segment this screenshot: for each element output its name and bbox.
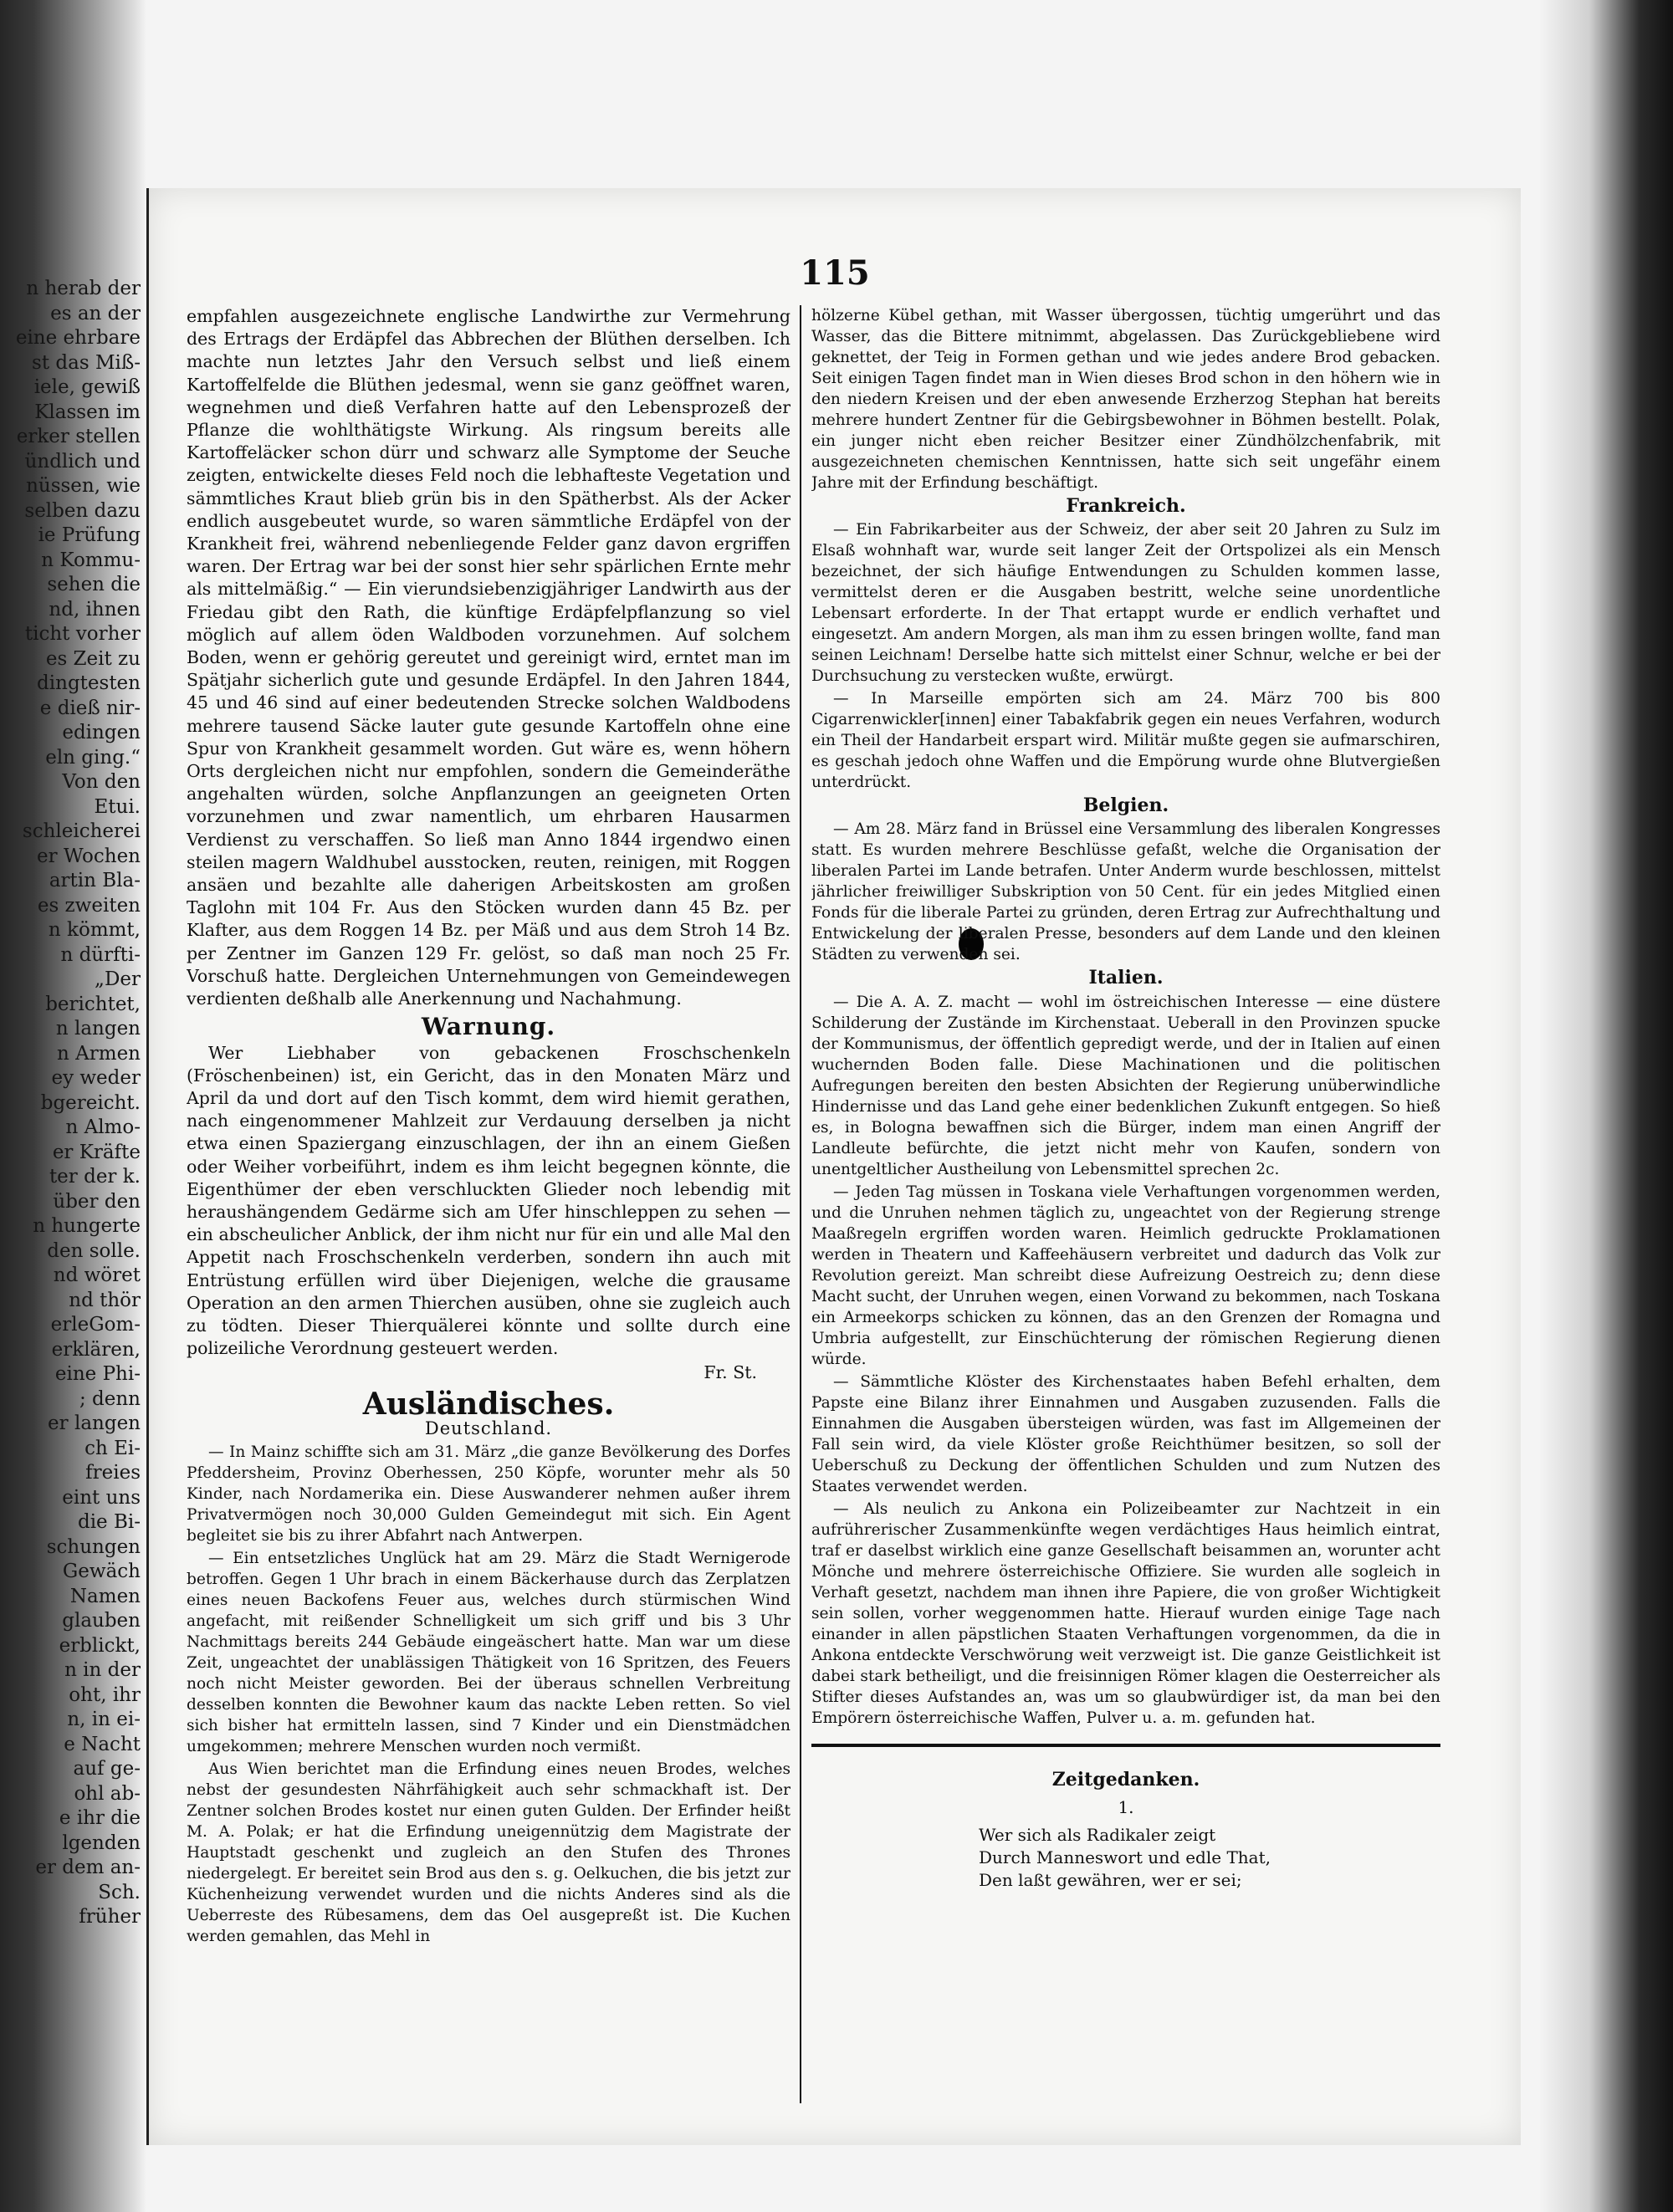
prev-page-fragment: iele, gewiß bbox=[33, 376, 141, 398]
article-potatoes: empfahlen ausgezeichnete englische Landwirthe zur Vermehrung des Ertrags der Erdäpfel das Abbrechen der Blüthen derselben. Ich machte nun letztes Jahr den Versuch selbst und ließ einem Kartoffelfelde die Blüthen jedesmal, wenn sie ganz geöffnet waren, wegnehmen und dieß Verfahren hatte auf den Lebensprozeß der Pflanze die wohlthätigste Wirkung. Als ringsum bereits alle Kartoffeläcker schon dürr und schwarz alle Symptome der Seuche zeigten, entwickelte dieses Feld noch die lebhafteste Vegetation und sämmtliches Kraut blieb grün bis in den Spätherbst. Als der Acker endlich ausgebeutet wurde, so waren sämmtliche Erdäpfel von der Krankheit frei, während nebenliegende Felder ganz davon ergriffen waren. Der Ertrag war bei der sonst hier sehr spärlichen Ernte mehr als mittelmäßig.“ — Ein vierundsiebenzigjähriger Landwirth aus der Friedau gibt den Rath, die künftige Erdäpfelpflanzung so viel möglich auf allem öden Waldboden vorzunehmen. Auf solchem Boden, wenn er gehörig gereutet und gereinigt wird, erntet man im Spätjahr sicherlich gute und gesunde Erdäpfel. In den Jahren 1844, 45 und 46 sind auf einer bedeutenden Strecke solchen Waldbodens mehrere tausend Säcke lauter gute gesunde Kartoffeln ohne eine Spur von Krankheit gesammelt worden. Gut wäre es, wenn höhern Orts dergleichen nicht nur empfohlen, sondern die Gemeinderäthe angehalten würden, solche Anpflanzungen an geeigneten Orten vorzunehmen und zwar namentlich, um ehrbaren Hausarmen Verdienst zu verschaffen. So ließ man Anno 1844 irgendwo einen steilen magern Waldhubel ausstocken, reuten, reinigen, mit Roggen ansäen und bezahlte alle daherigen Arbeitskosten am großen Taglohn mit 104 Fr. Aus den Stöcken wurden dann 45 Bz. per Klafter, aus dem Roggen 14 Bz. per Mäß und aus dem Stroh 14 Bz. per Zentner im Ganzen 129 Fr. gelöst, so daß man noch 25 Fr. Vorschuß hatte. Dergleichen Unternehmungen von Gemeindewegen verdienten deßhalb alle Anerkennung und Nachahmung. bbox=[187, 306, 790, 1009]
article-ankona: — Als neulich zu Ankona ein Polizeibeamter zur Nachtzeit in ein aufrührerischer Zusammenkünfte wegen verdächtiges Haus heimlich eintrat, traf er daselbst wirklich eine ganze Gesellschaft beisammen an, worunter acht Mönche und mehrere österreichische Offiziere. Sie wurden alle sogleich in Verhaft gesetzt, nachdem man ihnen ihre Papiere, die von großer Wichtigkeit sein sollen, vorher weggenommen hatte. Hierauf wurden einige Tage nach einander in allen päpstlichen Staaten Verhaftungen vorgenommen, da die in Ankona entdeckte Verschwörung weit verzweigt ist. Die ganze Geistlichkeit ist dabei stark betheiligt, und die freisinnigen Römer klagen die Oesterreicher als Stifter dieses Aufstandes an, was um so glaubwürdiger ist, da man bei den Empörern österreichische Waffen, Pulver u. a. m. gefunden hat. bbox=[811, 1499, 1440, 1727]
prev-page-fragment: er dem an- bbox=[35, 1857, 141, 1878]
prev-page-fragment: dingtesten bbox=[37, 672, 141, 694]
prev-page-fragment: ter der k. bbox=[49, 1166, 141, 1188]
prev-page-fragment: selben dazu bbox=[24, 499, 141, 522]
prev-page-fragment: Namen bbox=[69, 1585, 141, 1607]
prev-page-fragment: oht, ihr bbox=[69, 1683, 141, 1706]
prev-page-fragment: schungen bbox=[46, 1535, 141, 1558]
prev-page-fragment: n, in ei- bbox=[67, 1709, 141, 1730]
prev-page-fragment: sehen die bbox=[47, 574, 141, 595]
prev-page-fragment: lgenden bbox=[62, 1831, 141, 1854]
prev-page-fragment: st das Miß- bbox=[32, 351, 141, 374]
prev-page-fragment: den solle. bbox=[47, 1239, 141, 1262]
prev-page-fragment: n kömmt, bbox=[48, 919, 141, 941]
prev-page-fragment: n dürfti- bbox=[60, 943, 141, 966]
prev-page-fragment: Etui. bbox=[94, 795, 141, 818]
prev-page-fragment: eine ehrbare bbox=[15, 327, 141, 349]
prev-page-fragment: e Nacht bbox=[64, 1733, 141, 1755]
prev-page-fragment: er langen bbox=[48, 1413, 141, 1434]
prev-page-fragment: n in der bbox=[64, 1659, 141, 1681]
prev-page-fragment: ohl ab- bbox=[74, 1782, 141, 1805]
prev-page-fragment: n herab der bbox=[26, 278, 141, 299]
warnung-text: Wer Liebhaber von gebackenen Froschschenkeln (Fröschenbeinen) ist, ein Gericht, das in den Monaten März und April da und dort auf den Tisch kommt, dem wird hiemit gerathen, nach eingenommener Mahlzeit zur Verdauung derselben ja nicht etwa einen Spaziergang einzuschlagen, der ihn an einem Gießen oder Weiher vorbeiführt, indem es ihm leicht begegnen könnte, die Eigenthümer der eben verschluckten Glieder noch lebendig mit heraushängendem Gedärme sich am Ufer hinschleppen zu sehen — ein abscheulicher Anblick, der ihm nicht nur für ein und alle Mal den Appetit nach Froschschenkeln verderben, sondern ihn auch mit Entrüstung erfüllen wird über Diejenigen, welche die grausame Operation an den armen Thierchen ausüben, ohne sie zugleich auch zu tödten. Dieser Thierquälerei könnte und sollte durch eine polizeiliche Verordnung gesteuert werden. bbox=[187, 1042, 790, 1359]
poem-line: Den laßt gewähren, wer er sei; bbox=[979, 1870, 1242, 1891]
prev-page-fragment: nüssen, wie bbox=[26, 475, 141, 497]
prev-page-fragment: es Zeit zu bbox=[45, 647, 141, 670]
article-mainz: — In Mainz schiffte sich am 31. März „die ganze Bevölkerung des Dorfes Pfeddersheim, Provinz Oberhessen, 250 Köpfe, worunter mehr als 50 Kinder, nach Nordamerika ein. Diese Auswanderer nehmen außer ihrem Privatvermögen noch 30,000 Gulden Gemeindegut mit sich. Ein Agent begleitet sie bis zu ihrer Abfahrt nach Antwerpen. bbox=[187, 1443, 790, 1545]
article-marseille: — In Marseille empörten sich am 24. März 700 bis 800 Cigarrenwickler[innen] einer Tabakfabrik gegen ein neues Verfahren, wodurch ein Theil der Handarbeit erspart wird. Militär mußte gegen sie aufmarschiren, es geschah jedoch ohne Waffen und die Empörung wurde ohne Blutvergießen unterdrückt. bbox=[811, 690, 1440, 792]
prev-page-fragment: n hungerte bbox=[33, 1215, 141, 1237]
previous-page-edge bbox=[0, 276, 141, 1949]
newspaper-page bbox=[146, 188, 1521, 2145]
article-kloester: — Sämmtliche Klöster des Kirchenstaates haben Befehl erhalten, dem Papste eine Bilanz ihrer Einnahmen und Ausgaben zuzusenden. Falls die Einnahmen die Ausgaben übersteigen würden, was fast im Allgemeinen der Fall sein wird, da viele Klöster große Reichthümer besitzen, so soll der Ueberschuß zu Deckung der öffentlichen Schulden und zum Nutzen des Staates verwendet werden. bbox=[811, 1372, 1440, 1495]
poem-line: Wer sich als Radikaler zeigt bbox=[979, 1825, 1216, 1846]
prev-page-fragment: ; denn bbox=[79, 1387, 141, 1410]
prev-page-fragment: es zweiten bbox=[37, 894, 141, 917]
warnung-heading: Warnung. bbox=[421, 1013, 556, 1041]
auslaendisches-heading: Ausländisches. bbox=[362, 1386, 615, 1422]
prev-page-fragment: erker stellen bbox=[16, 426, 141, 447]
deutschland-heading: Deutschland. bbox=[424, 1418, 553, 1438]
prev-page-fragment: auf ge- bbox=[73, 1758, 141, 1780]
article-toskana: — Jeden Tag müssen in Toskana viele Verhaftungen vorgenommen werden, und die Unruhen nehmen täglich zu, ungeachtet von der Regierung strenge Maaßregeln ergriffen worden waren. Heimlich gedruckte Proklamationen werden in Theatern und Kaffeehäusern verbreitet und dadurch das Volk zur Revolution gereizt. Man schreibt diese Aufreizung Oestreich zu; denn diese Macht sucht, der Unruhen wegen, einen Vorwand zu bekommen, nach Toskana ein Armeekorps schicken zu können, das an den Grenzen der Romagna und Umbria aufgestellt, zur Einschüchterung der römischen Regierung dienen würde. bbox=[811, 1183, 1440, 1368]
frankreich-heading: Frankreich. bbox=[1066, 495, 1186, 517]
italien-heading: Italien. bbox=[1088, 967, 1164, 989]
prev-page-fragment: eint uns bbox=[62, 1486, 141, 1509]
prev-page-fragment: e ihr die bbox=[59, 1807, 141, 1829]
article-sulz: — Ein Fabrikarbeiter aus der Schweiz, der aber seit 20 Jahren zu Sulz im Elsaß wohnhaft war, wurde seit langer Zeit der Ortspolizei als ein Mensch bezeichnet, der sich häufige Entwendungen zu Schulden kommen lasse, vermittelst deren er die Ausgaben bestritt, welche seine unordentliche Lebensart erforderte. In der That ertappt wurde er endlich verhaftet und eingesetzt. Am andern Morgen, als man ihm zu essen bringen wollte, fand man seinen Leichnam! Derselbe hatte sich mittelst einer Schnur, welche er bei der Durchsuchung zu verstecken wußte, erwürgt. bbox=[811, 521, 1440, 686]
prev-page-fragment: eine Phi- bbox=[54, 1363, 141, 1385]
prev-page-fragment: Gewäch bbox=[62, 1561, 141, 1582]
prev-page-fragment: n langen bbox=[55, 1018, 141, 1040]
prev-page-fragment: schleicherei bbox=[22, 820, 141, 842]
prev-page-fragment: erleGom- bbox=[50, 1314, 141, 1336]
page-number: 115 bbox=[800, 253, 870, 293]
prev-page-fragment: freies bbox=[85, 1462, 141, 1484]
prev-page-fragment: ch Ei- bbox=[84, 1437, 141, 1459]
prev-page-fragment: n Almo- bbox=[65, 1116, 141, 1138]
prev-page-fragment: glauben bbox=[62, 1610, 141, 1632]
prev-page-fragment: „Der bbox=[95, 968, 141, 990]
poem-line: Durch Manneswort und edle That, bbox=[979, 1847, 1271, 1868]
prev-page-fragment: erklären, bbox=[51, 1338, 141, 1361]
prev-page-fragment: erblickt, bbox=[59, 1634, 141, 1657]
prev-page-fragment: es an der bbox=[50, 302, 141, 324]
article-bruessel: — Am 28. März fand in Brüssel eine Versammlung des liberalen Kongresses statt. Es wurden mehrere Beschlüsse gefaßt, welche die Organisation der liberalen Partei im Lande betrafen. Unter Anderm wurde beschlossen, mittelst jährlicher freiwilliger Subskription von 50 Cent. für ein jedes Mitglied einen Fonds für die liberale Partei zu gründen, deren Ertrag zur Aufrechthaltung und Entwickelung der liberalen Presse, besonders auf dem Lande und den kleinen Städten zu verwenden sei. bbox=[811, 820, 1440, 964]
belgien-heading: Belgien. bbox=[1082, 794, 1169, 817]
section-rule bbox=[811, 1744, 1440, 1747]
prev-page-fragment: artin Bla- bbox=[49, 870, 141, 891]
prev-page-fragment: Von den bbox=[62, 771, 141, 793]
poem-number: 1. bbox=[1118, 1796, 1134, 1817]
warnung-signature: Fr. St. bbox=[703, 1362, 757, 1383]
prev-page-fragment: nd, ihnen bbox=[49, 598, 141, 621]
article-wernigerode: — Ein entsetzliches Unglück hat am 29. März die Stadt Wernigerode betroffen. Gegen 1 Uhr brach in einem Bäckerhause durch das Zerplatzen eines neuen Backofens Feuer aus, welches durch stürmischen Wind angefacht, mit reißender Schnelligkeit um sich griff und bis 3 Uhr Nachmittags bereits 244 Gebäude eingeäschert hatte. Man war um diese Zeit, ungeachtet der unablässigen Thätigkeit von 16 Spritzen, des Feuers noch nicht Meister geworden. Bei der überaus schnellen Verbreitung desselben konnten die Bewohner kaum das nackte Leben retten. So viel sich bisher hat ermitteln lassen, sind 7 Kinder und ein Dienstmädchen umgekommen; mehrere Menschen wurden noch vermißt. bbox=[187, 1549, 790, 1755]
left-column bbox=[187, 305, 790, 2128]
prev-page-fragment: Sch. bbox=[98, 1881, 141, 1903]
article-kirchenstaat: — Die A. A. Z. macht — wohl im östreichischen Interesse — eine düstere Schilderung der Zustände im Kirchenstaat. Ueberall in den Provinzen spucke der Kommunismus, der öffentlich gepredigt werde, und der in Italien auf einen wuchernden Boden falle. Diese Machinationen und die politischen Aufregungen bereiten den besten Absichten der Regierung unüberwindliche Hindernisse und das Land gehe einer bedenklichen Zukunft entgegen. So hieß es, in Bologna bewaffnen sich die Bürger, indem man einen Angriff der Landleute befürchte, die jetzt nicht mehr von Kaufen, sondern von unentgeltlicher Austheilung von Lebensmittel sprechen 2c. bbox=[811, 993, 1440, 1178]
prev-page-fragment: n Kommu- bbox=[41, 549, 141, 571]
prev-page-fragment: ündlich und bbox=[24, 450, 141, 473]
prev-page-fragment: e dieß nir- bbox=[39, 697, 141, 719]
poem-title: Zeitgedanken. bbox=[1051, 1768, 1200, 1791]
prev-page-fragment: ticht vorher bbox=[24, 623, 141, 645]
prev-page-fragment: eln ging.“ bbox=[45, 746, 141, 769]
prev-page-fragment: bgereicht. bbox=[40, 1091, 141, 1114]
article-wien-cont: hölzerne Kübel gethan, mit Wasser übergossen, tüchtig umgerührt und das Wasser, das die Bittere mitnimmt, abgelassen. Das Zurückgebliebene wird geknettet, der Teig in Formen gethan und wie jedes andere Brod gebacken. Seit einigen Tagen findet man in Wien dieses Brod schon in den höhern wie in den niedern Kreisen und der eben anwesende Erzherzog Stephan hat bereits mehrere hundert Zentner für die Gebirgsbewohner in Böhmen bestellt. Polak, ein junger nicht eben reicher Besitzer einer Zündhölzchenfabrik, mit ausgezeichneten chemischen Kenntnissen, hatte sich seit ungefähr einem Jahre mit der Erfindung beschäftigt. bbox=[811, 307, 1440, 492]
column-divider bbox=[800, 305, 801, 2103]
prev-page-fragment: ey weder bbox=[51, 1067, 141, 1089]
prev-page-fragment: Klassen im bbox=[34, 401, 141, 423]
article-wien-brod: Aus Wien berichtet man die Erfindung eines neuen Brodes, welches nebst der gesundesten Nährfähigkeit auch sehr schmackhaft ist. Der Zentner solchen Brodes kostet nur einen guten Gulden. Der Erfinder heißt M. A. Polak; er hat die Erfindung uneigennützig dem Magistrate der Hauptstadt geschenkt und zugleich an den Stufen des Thrones niedergelegt. Er bereitet sein Brod aus den s. g. Oelkuchen, die bis jetzt zur Küchenheizung verwendet wurden und die nichts Anderes sind als die Ueberreste des Rübesamens, dem das Oel ausgepreßt ist. Die Kuchen werden gemahlen, das Mehl in bbox=[187, 1760, 790, 1945]
right-column bbox=[811, 305, 1440, 2128]
prev-page-fragment: die Bi- bbox=[77, 1511, 141, 1533]
prev-page-fragment: nd thör bbox=[69, 1289, 141, 1311]
prev-page-fragment: berichtet, bbox=[45, 993, 141, 1015]
prev-page-fragment: er Kräfte bbox=[52, 1141, 141, 1163]
prev-page-fragment: er Wochen bbox=[37, 845, 141, 867]
prev-page-fragment: n Armen bbox=[57, 1042, 141, 1065]
prev-page-fragment: edingen bbox=[62, 722, 141, 743]
prev-page-fragment: ie Prüfung bbox=[38, 524, 141, 546]
prev-page-fragment: über den bbox=[53, 1190, 141, 1213]
prev-page-fragment: nd wöret bbox=[53, 1264, 141, 1286]
prev-page-fragment: früher bbox=[79, 1906, 141, 1928]
